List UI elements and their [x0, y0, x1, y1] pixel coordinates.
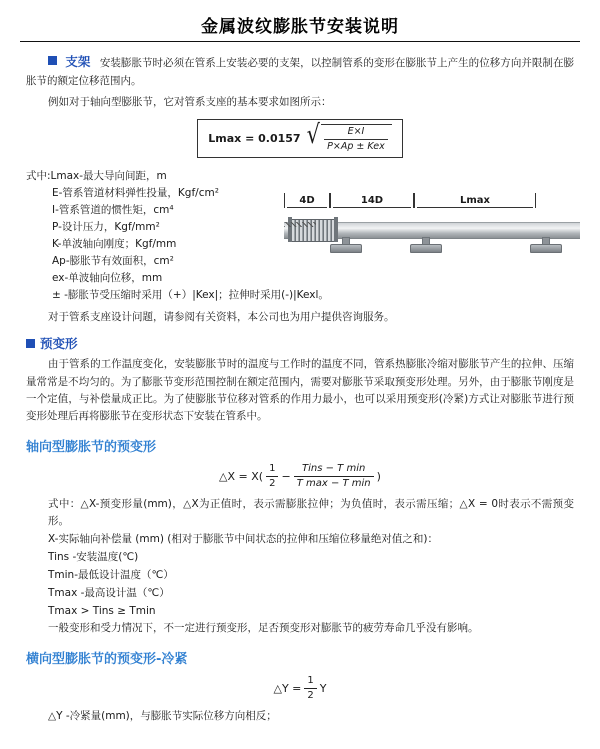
pipe-support	[410, 237, 440, 253]
formula-axial-rhs: )	[376, 469, 381, 483]
document-page	[0, 12, 600, 749]
formula-axial-ratio-num: Tins − T min	[294, 463, 374, 477]
formula-lmax-numerator: E×I	[324, 126, 388, 140]
formula-lateral-coldset	[26, 675, 574, 702]
figure-dimension-row	[284, 186, 580, 208]
dimension-14d: 14D	[330, 193, 414, 208]
pipe-diagram	[284, 208, 580, 270]
legend-intro: 式中:Lmax-最大导向间距，m	[26, 170, 167, 182]
formula-lateral-lhs: △Y =	[273, 682, 302, 696]
subsection-axial-heading: 轴向型膨胀节的预变形	[26, 439, 157, 455]
axial-note-3: Tins -安装温度(℃)	[48, 551, 139, 564]
lateral-note-1: △Y -冷紧量(mm)，与膨胀节实际位移方向相反；	[48, 710, 277, 723]
formula-lmax-wrap	[26, 119, 574, 158]
legend-item: I-管系管道的惯性矩，cm⁴	[52, 204, 174, 216]
dimension-lmax: Lmax	[414, 193, 536, 208]
pipe-support-figure	[284, 164, 580, 270]
formula-lmax-denominator: P×Ap ± Kex	[327, 141, 385, 153]
document-body	[0, 52, 600, 726]
axial-note-6: Tmax > Tins ≥ Tmin	[48, 604, 156, 617]
legend-item: E-管系管道材料弹性投量，Kgf/cm²	[52, 187, 219, 199]
subsection-lateral-heading: 横向型膨胀节的预变形-冷紧	[26, 652, 188, 668]
axial-note-7: 一般变形和受力情况下，不一定进行预变形，足否预变形对膨胀节的疲劳寿命几乎没有影响。	[48, 622, 479, 635]
axial-note-2: X-实际轴向补偿量 (mm) (相对于膨胀节中间状态的拉伸和压缩位移量绝对值之和)：	[48, 533, 438, 546]
formula-axial-half-den: 2	[269, 477, 276, 489]
axial-note-4: Tmin-最低设计温度（℃）	[48, 568, 174, 581]
legend-closing-paragraph: 对于管系支座设计问题，请参阅有关资料，本公司也为用户提供咨询服务。	[48, 311, 395, 323]
legend-item: ex-单波轴向位移，mm	[52, 272, 163, 284]
formula-lateral-half-num: 1	[304, 675, 316, 689]
legend-and-figure	[26, 164, 574, 306]
axial-note-1: 式中：△X-预变形量(mm)，△X为正值时，表示需膨胀拉伸；为负值时，表示需压缩；△X = 0时表示不需预变形。	[48, 497, 574, 528]
title-divider	[20, 41, 580, 42]
section-bracket-label: 支架	[65, 54, 91, 69]
pipe-support	[530, 237, 560, 253]
section-bracket	[26, 52, 574, 90]
legend-item: K-单波轴向刚度；Kgf/mm	[52, 238, 177, 250]
formula-axial-predeform	[26, 463, 574, 490]
formula-lateral-rhs: Y	[319, 682, 327, 696]
page-title: 金属波纹膨胀节安装说明	[201, 17, 399, 37]
legend-item: ± -膨胀节受压缩时采用（+）|Kex|；拉伸时采用(-)|Kexl。	[52, 289, 329, 301]
wall-hatching	[284, 222, 316, 227]
formula-lmax-lhs: Lmax = 0.0157	[208, 132, 301, 146]
bullet-square-icon	[48, 56, 57, 65]
axial-note-5: Tmax -最高设计温（℃）	[48, 586, 170, 599]
section-bracket-paragraph-1: 安装膨胀节时必须在管系上安装必要的支架，以控制管系的变形在膨胀节上产生的位移方向并限制在膨胀节的额定位移范围内。	[26, 57, 575, 87]
section-predeform-paragraph: 由于管系的工作温度变化，安装膨胀节时的温度与工作时的温度不同，管系热膨胀冷缩对膨胀节产生的拉伸、压缩量常常是不均匀的。为了膨胀节变形范围控制在额定范围内，需要对膨胀节采取预变形处理。另外，由于膨胀节刚度是一个定值，与补偿量成正比。为了使膨胀节位移对管系的作用力最小，也可以采用预变形(冷紧)方式让对膨胀节进行预变形处理后再将膨胀节在变形状态下安装在管系中。	[26, 358, 574, 423]
section-predeform-label: 预变形	[40, 336, 78, 352]
legend-item: Ap-膨胀节有效面积，cm²	[52, 255, 174, 267]
formula-axial-minus: −	[281, 469, 291, 483]
formula-axial-half-num: 1	[266, 463, 278, 477]
pipe-support	[330, 237, 360, 253]
bullet-square-icon	[26, 339, 35, 348]
formula-lmax-box	[197, 119, 402, 158]
section-predeform-head	[26, 334, 574, 352]
formula-lateral-half-den: 2	[307, 690, 314, 702]
legend-item: P-设计压力，Kgf/mm²	[52, 221, 160, 233]
flange	[288, 217, 292, 242]
dimension-4d: 4D	[284, 193, 330, 208]
formula-axial-ratio-den: T max − T min	[296, 477, 371, 489]
section-bracket-paragraph-2: 例如对于轴向型膨胀节，它对管系支座的基本要求如图所示：	[48, 95, 332, 108]
sqrt-icon: √ $\frac{E\times I}{\text{P×Ap ± Kex}}$	[305, 124, 392, 153]
formula-axial-lhs: △X = X(	[219, 469, 264, 483]
